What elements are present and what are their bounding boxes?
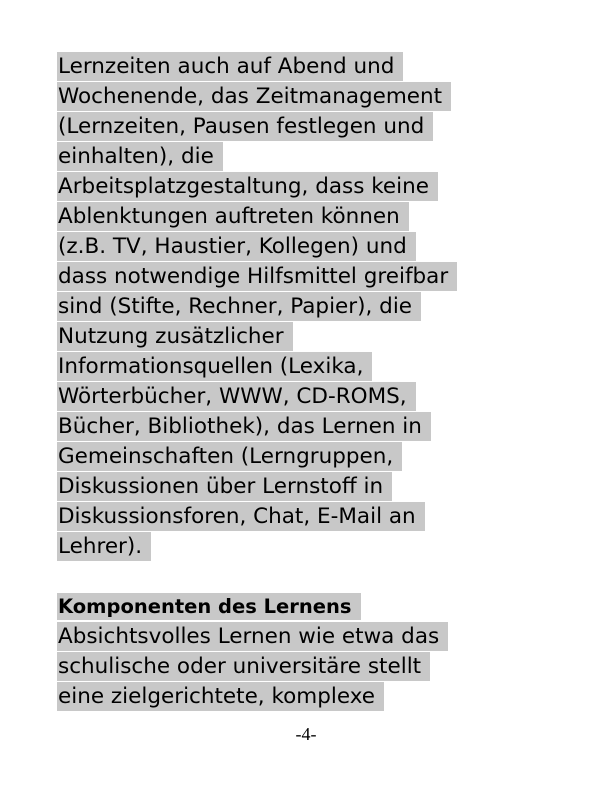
highlighted-text: Gemeinschaften (Lerngruppen, (57, 442, 402, 471)
highlighted-text: Wörterbücher, WWW, CD-ROMS, (57, 382, 416, 411)
highlighted-text: dass notwendige Hilfsmittel greifbar (57, 262, 457, 291)
text-line (57, 622, 577, 652)
text-line (57, 82, 577, 112)
highlighted-text: (z.B. TV, Haustier, Kollegen) und (57, 232, 416, 261)
text-line (57, 532, 577, 562)
body-paragraph (57, 52, 577, 562)
text-line (57, 472, 577, 502)
text-line (57, 52, 577, 82)
text-line (57, 232, 577, 262)
highlighted-text: Wochenende, das Zeitmanagement (57, 82, 451, 111)
highlighted-text: Ablenktungen auftreten können (57, 202, 409, 231)
section-heading (57, 592, 577, 622)
text-line (57, 652, 577, 682)
text-line (57, 262, 577, 292)
page-number: -4- (295, 724, 317, 744)
text-line (57, 502, 577, 532)
text-line (57, 172, 577, 202)
highlighted-text: eine zielgerichtete, komplexe (57, 682, 384, 711)
text-line (57, 112, 577, 142)
section (57, 592, 577, 712)
highlighted-text: (Lernzeiten, Pausen festlegen und (57, 112, 433, 141)
text-line (57, 322, 577, 352)
text-line (57, 412, 577, 442)
highlighted-text: Diskussionen über Lernstoff in (57, 472, 392, 501)
text-line (57, 382, 577, 412)
paragraph-spacer (57, 562, 577, 592)
highlighted-text: sind (Stifte, Rechner, Papier), die (57, 292, 421, 321)
highlighted-text: Arbeitsplatzgestaltung, dass keine (57, 172, 438, 201)
text-line (57, 352, 577, 382)
text-line (57, 682, 577, 712)
highlighted-text: Informationsquellen (Lexika, (57, 352, 372, 381)
highlighted-text: Lehrer). (57, 532, 151, 561)
highlighted-text: Bücher, Bibliothek), das Lernen in (57, 412, 431, 441)
text-line (57, 292, 577, 322)
text-line (57, 442, 577, 472)
highlighted-text: einhalten), die (57, 142, 223, 171)
section-heading-text: Komponenten des Lernens (57, 593, 361, 620)
highlighted-text: Absichtsvolles Lernen wie etwa das (57, 622, 448, 651)
text-line (57, 202, 577, 232)
highlighted-text: Diskussionsforen, Chat, E-Mail an (57, 502, 425, 531)
page-content (57, 52, 577, 712)
text-line (57, 142, 577, 172)
highlighted-text: schulische oder universitäre stellt (57, 652, 430, 681)
highlighted-text: Nutzung zusätzlicher (57, 322, 293, 351)
highlighted-text: Lernzeiten auch auf Abend und (57, 52, 403, 81)
